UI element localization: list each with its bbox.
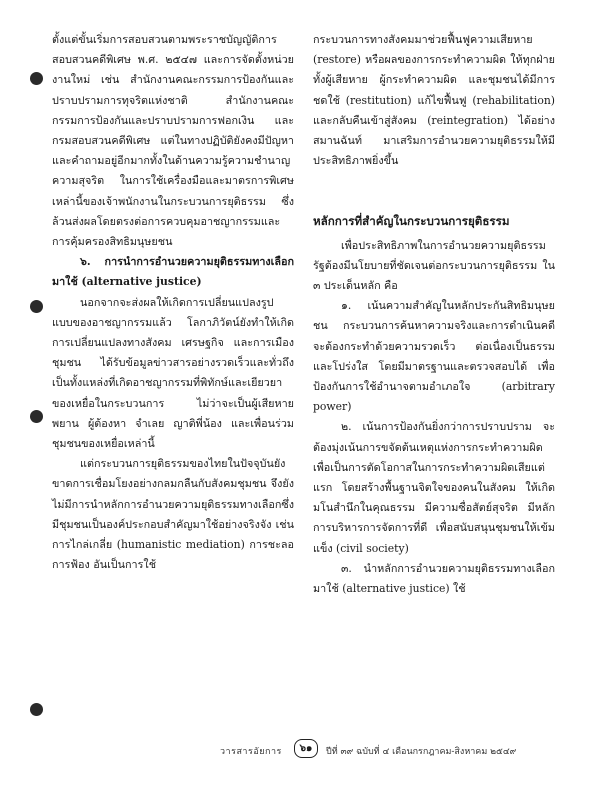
journal-name: วารสารอัยการ xyxy=(220,747,282,757)
section-6-heading: ๖. การนำการอำนวยความยุติธรรมทางเลือกมาใช้ (alternative justice) xyxy=(52,255,294,289)
paragraph-left-4: แต่กระบวนการยุติธรรมของไทยในปัจจุบันยังขาดการเชื่อมโยงอย่างกลมกลืนกับสังคมชุมชน จึงยังไม่มีการนำหลักการอำนวยความยุติธรรมทางเลือกซึ่งมีชุมชนเป็นองค์ประกอบสำคัญมาใช้อย่างจริงจัง เช่น การไกล่เกลี่ย (humanistic mediation) การชะลอการฟ้อง อันเป็นการใช้ xyxy=(52,457,294,572)
paragraph-left-3: นอกจากจะส่งผลให้เกิดการเปลี่ยนแปลงรูปแบบของอาชญากรรมแล้ว โลกาภิวัตน์ยังทำให้เกิดการเปลี่ยนแปลงทางสังคม เศรษฐกิจ และการเมือง ชุมชน ได้รับข้อมูลข่าวสารอย่างรวดเร็วและทั่วถึง เป็นทั้งแหล่งที่เกิดอาชญากรรมที่พิทักษ์และเยียวยาของเหยื่อในกระบวนการ ไม่ว่าจะเป็นผู้เสียหาย พยาน ผู้ต้องหา จำเลย ญาติพี่น้อง และเพื่อนร่วมชุมชนของเหยื่อเหล่านี้ xyxy=(52,295,294,451)
spacer xyxy=(313,171,555,211)
paragraph-right-1: กระบวนการทางสังคมมาช่วยฟื้นฟูความเสียหาย (restore) หรือผลของการกระทำความผิด ให้ทุกฝ่ายทั้งผู้เสียหาย ผู้กระทำความผิด และชุมชนได้มีการชดใช้ (restitution) แก้ไขฟื้นฟู (rehabilitation) และกลับคืนเข้าสู่สังคม (reintegration) ได้อย่างสมานฉันท์ มาเสริมการอำนวยความยุติธรรมให้มีประสิทธิภาพยิ่งขึ้น xyxy=(313,33,555,168)
principle-2: ๒. เน้นการป้องกันยิ่งกว่าการปราบปราม จะต้องมุ่งเน้นการขจัดต้นเหตุแห่งการกระทำความผิด เพื่อเป็นการตัดโอกาสในการกระทำความผิดเสียแต่แรก โดยสร้างพื้นฐานจิตใจของคนในสังคม ให้เกิดมโนสำนึกในคุณธรรม มีความซื่อสัตย์สุจริต มีหลักการบริหารการจัดการที่ดี เพื่อสนับสนุนชุมชนให้เข้มแข็ง (civil society) xyxy=(313,420,555,555)
page-number: ๖๑ xyxy=(294,739,318,758)
section-heading-principles: หลักการที่สำคัญในกระบวนการยุติธรรม xyxy=(313,214,510,229)
paragraph-left-1: ตั้งแต่ขั้นเริ่มการสอบสวนตามพระราชบัญญัติการสอบสวนคดีพิเศษ พ.ศ. ๒๕๔๗ และการจัดตั้งหน่วยงานใหม่ เช่น สำนักงานคณะกรรมการป้องกันและปราบปรามการทุจริตแห่งชาติ สำนักงานคณะกรรมการป้องกันและปราบปรามการฟอกเงิน และกรมสอบสวนคดีพิเศษ แต่ในทางปฏิบัติยังคงมีปัญหาและคำถามอยู่อีกมากทั้งในด้านความรู้ความชำนาญ ความสุจริต ในการใช้เครื่องมือและมาตรการพิเศษเหล่านี้ของเจ้าพนักงานในกระบวนการยุติธรรม ซึ่งล้วนส่งผลโดยตรงต่อการควบคุมอาชญากรรมและการคุ้มครองสิทธิมนุษยชน xyxy=(52,33,294,249)
right-column xyxy=(313,30,555,599)
paragraph-right-2: เพื่อประสิทธิภาพในการอำนวยความยุติธรรม รัฐต้องมีนโยบายที่ชัดเจนต่อกระบวนการยุติธรรม ใน ๓ ประเด็นหลัก คือ xyxy=(313,238,555,293)
principle-1: ๑. เน้นความสำคัญในหลักประกันสิทธิมนุษยชน กระบวนการค้นหาความจริงและการดำเนินคดีจะต้องกระทำด้วยความรวดเร็ว ต่อเนื่องเป็นธรรม และโปร่งใส โดยมีมาตรฐานและตรวจสอบได้ เพื่อป้องกันการใช้อำนาจตามอำเภอใจ (arbitrary power) xyxy=(313,299,555,414)
left-column xyxy=(52,30,294,575)
binder-hole-icon xyxy=(30,300,43,313)
issue-info: ปีที่ ๓๙ ฉบับที่ ๔ เดือนกรกฎาคม-สิงหาคม ๒๕๔๙ xyxy=(326,747,517,757)
binder-hole-icon xyxy=(30,72,43,85)
binder-hole-icon xyxy=(30,410,43,423)
principle-3: ๓. นำหลักการอำนวยความยุติธรรมทางเลือกมาใช้ (alternative justice) ใช้ xyxy=(313,561,555,596)
binder-hole-icon xyxy=(30,703,43,716)
